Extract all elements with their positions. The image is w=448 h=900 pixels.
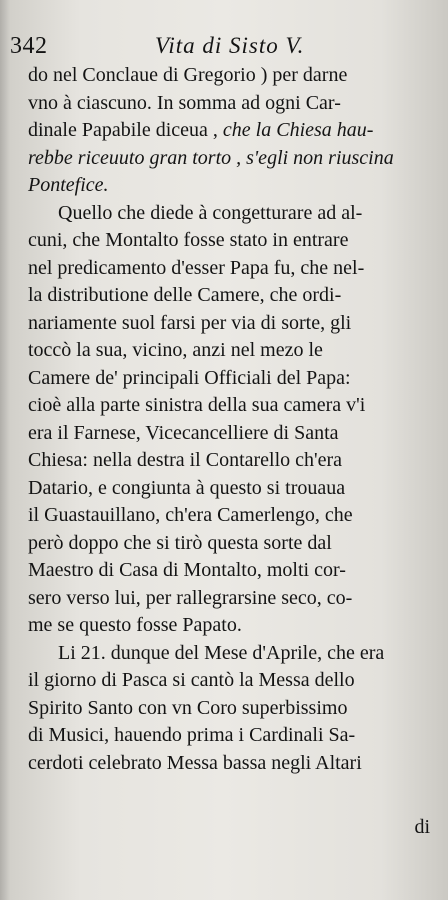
- gutter-shadow: [0, 0, 10, 900]
- text-line-mixed: [28, 117, 433, 145]
- text-line-italic-part: che la Chiesa hau-: [222, 119, 374, 141]
- text-line: era il Farnese, Vicecancelliere di Santa: [28, 421, 339, 444]
- text-line: Spirito Santo con vn Coro superbissimo: [28, 696, 348, 719]
- text-line: il Guastauillano, ch'era Camerlengo, che: [28, 504, 353, 526]
- body-text: [28, 62, 433, 777]
- running-head: Vita di Sisto V.: [155, 33, 305, 58]
- text-line: nariamente suol farsi per via di sorte, gli: [28, 311, 352, 334]
- text-line: toccò la sua, vicino, anzi nel mezo le: [28, 339, 323, 361]
- text-line: di Musici, hauendo prima i Cardinali Sa-: [28, 724, 356, 746]
- text-line: però doppo che si tirò questa sorte dal: [28, 531, 332, 554]
- text-line: nel predicamento d'esser Papa fu, che nel-: [28, 256, 365, 279]
- text-line-italic: Pontefice.: [28, 174, 109, 196]
- text-line: cuni, che Montalto fosse stato in entrare: [28, 229, 349, 251]
- text-line: Datario, e congiunta à questo si trouaua: [28, 476, 346, 499]
- text-line: do nel Conclaue di Gregorio ) per darne: [28, 64, 348, 86]
- text-line: cioè alla parte sinistra della sua camera v'i: [28, 394, 366, 416]
- paragraph-start-line: Li 21. dunque del Mese d'Aprile, che era: [58, 641, 385, 664]
- text-line: vno à ciascuno. In somma ad ogni Car-: [28, 91, 341, 114]
- text-line-italic: rebbe riceuuto gran torto , s'egli non riuscina: [28, 146, 394, 169]
- text-line: sero verso lui, per rallegrarsine seco, co-: [28, 586, 353, 609]
- catchword: di: [414, 816, 430, 838]
- page-number: 342: [10, 33, 48, 59]
- page-header: [10, 32, 430, 62]
- text-line: Chiesa: nella destra il Contarello ch'era: [28, 449, 343, 471]
- text-line: Maestro di Casa di Montalto, molti cor-: [28, 559, 346, 581]
- text-line: Camere de' principali Officiali del Papa:: [28, 366, 351, 389]
- text-line: il giorno di Pasca si cantò la Messa dello: [28, 669, 355, 691]
- text-line-roman-part: dinale Papabile diceua ,: [28, 119, 223, 141]
- text-line: cerdoti celebrato Messa bassa negli Altari: [28, 751, 362, 774]
- text-line: la distributione delle Camere, che ordi-: [28, 284, 342, 306]
- paragraph-start-line: Quello che diede à congetturare ad al-: [58, 201, 363, 224]
- text-line: me se questo fosse Papato.: [28, 614, 242, 636]
